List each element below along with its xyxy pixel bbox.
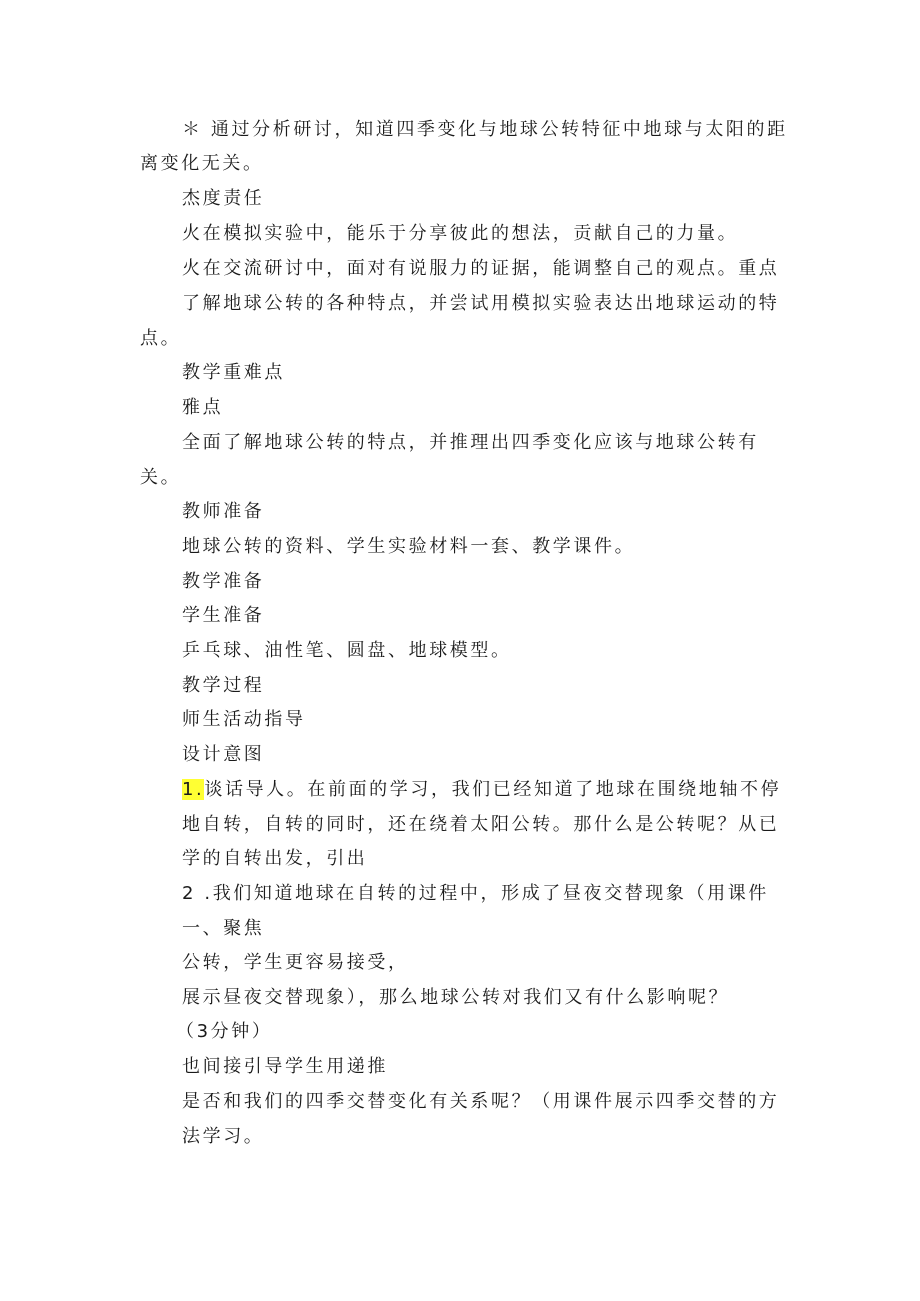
paragraph-line: 展示昼夜交替现象），那么地球公转对我们又有什么影响呢？ bbox=[182, 987, 730, 1008]
paragraph-line: 法学习。 bbox=[182, 1126, 265, 1147]
section-heading: 教学重难点 bbox=[182, 362, 285, 383]
section-heading: 教师准备 bbox=[182, 501, 265, 522]
paragraph-text: 谈话导人。在前面的学习，我们已经知道了地球在围绕地轴不停 bbox=[204, 779, 782, 800]
paragraph-line: 火在模拟实验中，能乐于分享彼此的想法，贡献自己的力量。 bbox=[182, 223, 739, 244]
paragraph-line: 一、聚焦 bbox=[182, 918, 265, 939]
paragraph-line: 地自转，自转的同时，还在绕着太阳公转。那什么是公转呢？从已 bbox=[182, 814, 780, 835]
paragraph-line: 火在交流研讨中，面对有说服力的证据，能调整自己的观点。重点 bbox=[182, 258, 780, 279]
paragraph-line: 全面了解地球公转的特点，并推理出四季变化应该与地球公转有 bbox=[182, 432, 759, 453]
item-number-highlight: 1. bbox=[182, 779, 205, 800]
paragraph-line: （3分钟） bbox=[176, 1021, 273, 1042]
section-heading: 教学过程 bbox=[182, 675, 265, 696]
section-heading: 师生活动指导 bbox=[182, 709, 306, 730]
section-heading: 学生准备 bbox=[182, 605, 265, 626]
paragraph-line: 2 .我们知道地球在自转的过程中，形成了昼夜交替现象（用课件 bbox=[182, 883, 769, 904]
paragraph-line: 学的自转出发，引出 bbox=[182, 848, 368, 869]
paragraph-line: 也间接引导学生用递推 bbox=[182, 1056, 388, 1077]
paragraph-line: 离变化无关。 bbox=[140, 153, 264, 174]
section-heading: 雅点 bbox=[182, 397, 224, 418]
paragraph-line: 关。 bbox=[140, 467, 182, 488]
paragraph-line: 点。 bbox=[140, 328, 182, 349]
section-heading: 杰度责任 bbox=[182, 188, 265, 209]
numbered-paragraph-line bbox=[182, 778, 781, 802]
section-heading: 设计意图 bbox=[182, 744, 265, 765]
paragraph-line: 公转，学生更容易接受， bbox=[182, 952, 409, 973]
section-heading: 教学准备 bbox=[182, 571, 265, 592]
paragraph-line: 地球公转的资料、学生实验材料一套、教学课件。 bbox=[182, 536, 636, 557]
paragraph-line: 乒乓球、油性笔、圆盘、地球模型。 bbox=[182, 640, 512, 661]
paragraph-line: ＊ 通过分析研讨，知道四季变化与地球公转特征中地球与太阳的距 bbox=[182, 119, 788, 140]
paragraph-line: 了解地球公转的各种特点，并尝试用模拟实验表达出地球运动的特 bbox=[182, 293, 780, 314]
paragraph-line: 是否和我们的四季交替变化有关系呢？（用课件展示四季交替的方 bbox=[182, 1091, 780, 1112]
